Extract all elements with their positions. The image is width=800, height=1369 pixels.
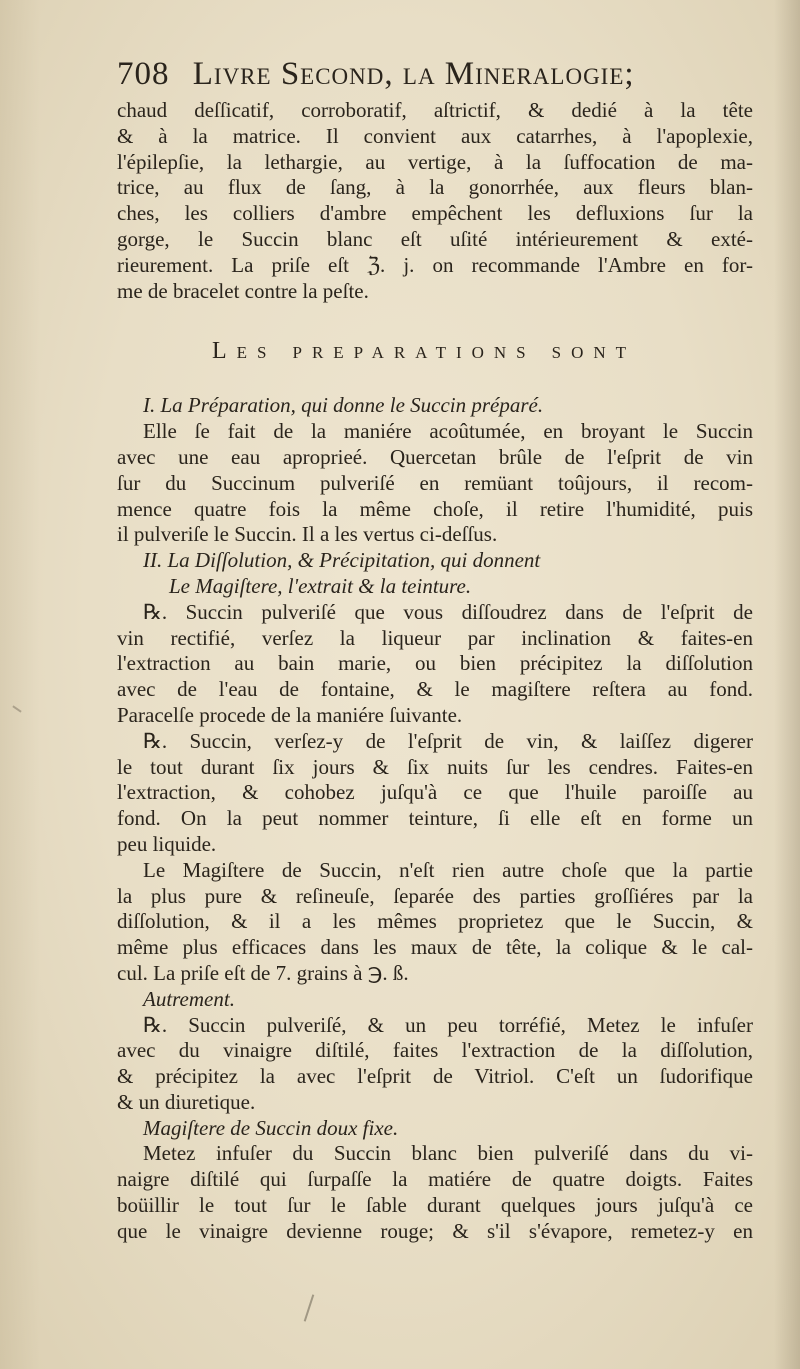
text-line: peu liquide. (117, 831, 217, 856)
page-header (117, 54, 753, 94)
spacer (117, 369, 753, 393)
magistere-doux-section (117, 1116, 753, 1245)
page-number: 708 (117, 56, 170, 92)
text-line: avec de l'eau de fontaine, & le magiſtere reſtera au fond. (117, 677, 753, 702)
pencil-mark (304, 1294, 315, 1321)
page-edge-stain (0, 0, 40, 1369)
preparation-1-title: I. La Préparation, qui donne le Succin préparé. (143, 393, 544, 418)
preparation-1 (117, 393, 753, 548)
text-line: gorge, le Succin blanc eſt uſité intérieurement & exté- (117, 226, 753, 251)
text-line: diſſolution, & il a les mêmes proprietez que le Succin, & (117, 909, 753, 934)
text-line: naigre diſtilé qui ſurpaſſe la matiére de quatre doigts. Faites (117, 1167, 753, 1192)
text-line: ches, les colliers d'ambre empêchent les defluxions ſur la (117, 201, 753, 226)
text-line: ℞. Succin, verſez-y de l'eſprit de vin, & laiſſez digerer (143, 728, 753, 753)
autrement-section (117, 987, 753, 1116)
preparation-2 (117, 548, 753, 987)
text-line: l'épilepſie, la lethargie, au vertige, à la ſuffocation de ma- (117, 149, 753, 174)
text-line: Elle ſe fait de la maniére acoûtumée, en broyant le Succin (143, 419, 753, 444)
preparation-2-title-line-2: Le Magiſtere, l'extrait & la teinture. (169, 573, 472, 598)
text-line: rieurement. La priſe eſt ℨ. j. on recommande l'Ambre en for- (117, 252, 753, 277)
text-line: même plus efficaces dans les maux de tête, la colique & le cal- (117, 935, 753, 960)
text-line: l'extraction au bain marie, ou bien précipitez la diſſolution (117, 651, 753, 676)
text-line: chaud deſſicatif, corroboratif, aſtrictif, & dedié à la tête (117, 98, 753, 122)
text-line: Metez infuſer du Succin blanc bien pulveriſé dans du vi- (143, 1141, 753, 1166)
preparation-2-title-line-1: II. La Diſſolution, & Précipitation, qui donnent (143, 548, 541, 573)
text-line: me de bracelet contre la peſte. (117, 278, 369, 303)
autrement-title: Autrement. (143, 986, 235, 1011)
text-line: trice, au flux de ſang, à la gonorrhée, aux fleurs blan- (117, 175, 753, 200)
text-line: ℞. Succin pulveriſé, & un peu torréfié, Metez le infuſer (143, 1012, 753, 1037)
magistere-doux-title: Magiſtere de Succin doux fixe. (143, 1115, 399, 1140)
text-block (117, 54, 753, 1245)
section-heading: Les preparations sont (212, 338, 637, 365)
text-line: mence quatre fois la même choſe, il retire l'humidité, puis (117, 496, 753, 521)
text-line: ſur du Succinum pulveriſé en remüant toûjours, il recom- (117, 470, 753, 495)
intro-paragraph (117, 98, 753, 304)
page-edge-shadow (774, 0, 800, 1369)
text-line: boüillir le tout ſur le ſable durant quelques jours juſqu'à ce (117, 1193, 753, 1218)
text-line: le tout durant ſix jours & ſix nuits ſur les cendres. Faites-en (117, 754, 753, 779)
text-line: ℞. Succin pulveriſé que vous diſſoudrez dans de l'eſprit de (143, 599, 753, 624)
running-title: Livre Second, la Mineralogie; (192, 56, 635, 92)
text-line: cul. La priſe eſt de 7. grains à ℈. ß. (117, 960, 409, 985)
text-line: avec du vinaigre diſtilé, faites l'extraction de la diſſolution, (117, 1038, 753, 1063)
text-line: vin rectifié, verſez la liqueur par inclination & faites-en (117, 625, 753, 650)
text-line: la plus pure & reſineuſe, ſeparée des parties groſſiéres par la (117, 883, 753, 908)
text-line: avec une eau aproprieé. Quercetan brûle de l'eſprit de vin (117, 444, 753, 469)
text-line: que le vinaigre devienne rouge; & s'il s'évapore, remetez-y en (117, 1218, 753, 1243)
text-line: Paracelſe procede de la maniére ſuivante. (117, 702, 463, 727)
text-line: il pulveriſe le Succin. Il a les vertus ci-deſſus. (117, 522, 498, 547)
text-line: fond. On la peut nommer teinture, ſi elle eſt en forme un (117, 806, 753, 831)
text-line: & précipitez la avec l'eſprit de Vitriol. C'eſt un ſudorifique (117, 1064, 753, 1089)
text-line: Le Magiſtere de Succin, n'eſt rien autre choſe que la partie (143, 857, 753, 882)
text-line: & à la matrice. Il convient aux catarrhes, à l'apoplexie, (117, 123, 753, 148)
text-line: & un diuretique. (117, 1089, 256, 1114)
spacer (117, 304, 753, 333)
text-line: l'extraction, & cohobez juſqu'à ce que l'huile paroiſſe au (117, 780, 753, 805)
